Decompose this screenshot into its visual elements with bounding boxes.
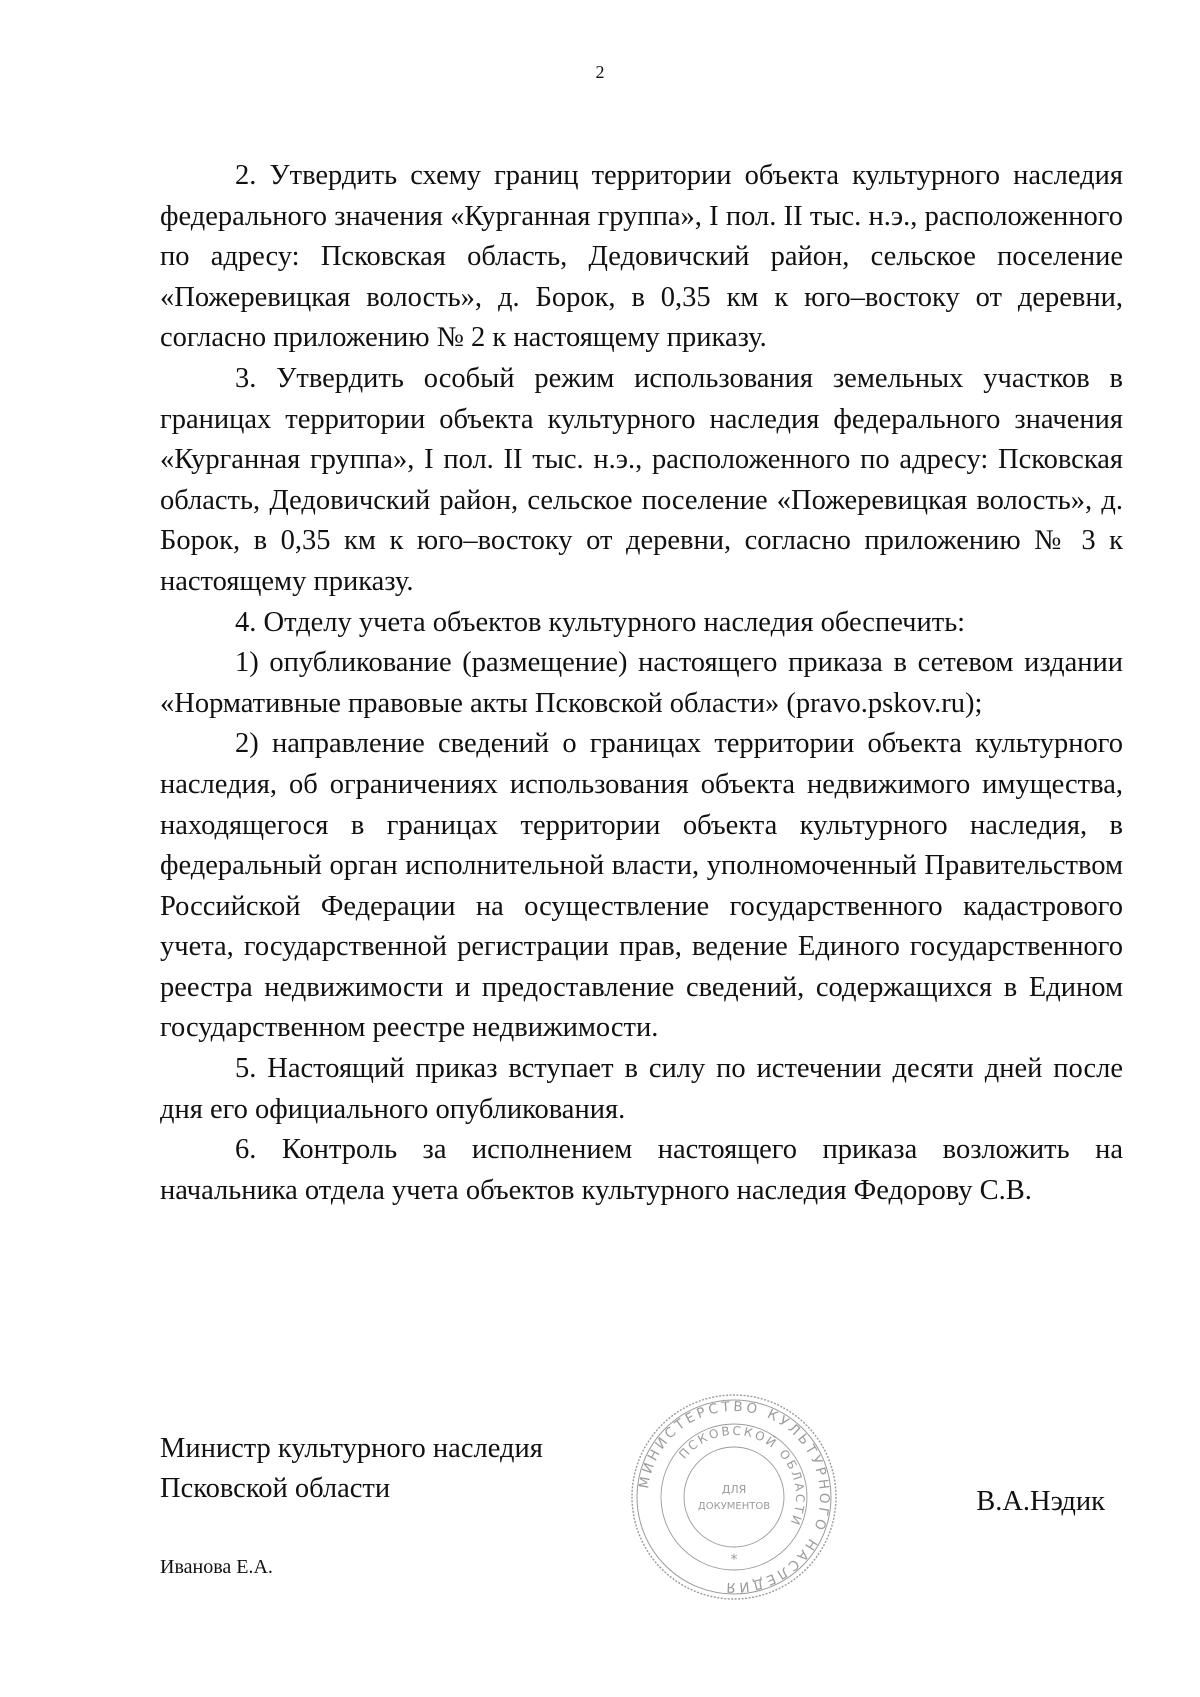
- signatory-name: В.А.Нэдик: [976, 1486, 1105, 1517]
- seal-inner-text: ПСКОВСКОЙ ОБЛАСТИ: [676, 1423, 808, 1529]
- seal-center-line1: ДЛЯ: [721, 1483, 747, 1496]
- signatory-position-line1: Министр культурного наследия: [160, 1433, 543, 1464]
- paragraph-subitem-1: 1) опубликование (размещение) настоящего приказа в сетевом издании «Нормативные правовые акты Псковской области» (pravo.pskov.ru);: [160, 647, 1123, 719]
- order-body: [160, 156, 1123, 1211]
- executor-name: Иванова Е.А.: [160, 1556, 273, 1578]
- paragraph-item-2: 2. Утвердить схему границ территории объекта культурного наследия федерального значения «Курганная группа», I пол. II тыс. н.э., расположенного по адресу: Псковская область, Дедовичский район, сельское поселение «Пожеревицкая волость», д. Борок, в 0,35 км к юго–востоку от деревни, согласно приложению № 2 к настоящему приказу.: [160, 160, 1123, 354]
- seal-outer-text: МИНИСТЕРСТВО КУЛЬТУРНОГО НАСЛЕДИЯ: [636, 1398, 833, 1596]
- seal-stamp-icon: [629, 1392, 839, 1602]
- signatory-position: [160, 1429, 543, 1509]
- page-number: 2: [595, 62, 605, 82]
- official-seal: [629, 1392, 839, 1602]
- paragraph-item-6: 6. Контроль за исполнением настоящего приказа возложить на начальника отдела учета объектов культурного наследия Федорову С.В.: [160, 1134, 1123, 1206]
- paragraph-item-3: 3. Утвердить особый режим использования земельных участков в границах территории объекта культурного наследия федерального значения «Курганная группа», I пол. II тыс. н.э., расположенного по адресу: Псковская область, Дедовичский район, сельское поселение «Пожеревицкая волость», д. Борок, в 0,35 км к юго–востоку от деревни, согласно приложению № 3 к настоящему приказу.: [160, 362, 1123, 597]
- paragraph-item-4: 4. Отделу учета объектов культурного наследия обеспечить:: [235, 606, 966, 638]
- seal-center-line2: ДОКУМЕНТОВ: [697, 1501, 771, 1512]
- seal-star-icon: *: [730, 1552, 738, 1568]
- paragraph-subitem-2: 2) направление сведений о границах территории объекта культурного наследия, об ограничениях использования объекта недвижимого имущества, находящегося в границах территории объекта культурного наследия, в федеральный орган исполнительной власти, уполномоченный Правительством Российской Федерации на осуществление государственного кадастрового учета, государственной регистрации прав, ведение Единого государственного реестра недвижимости и предоставление сведений, содержащихся в Едином государственном реестре недвижимости.: [160, 728, 1123, 1044]
- signatory-position-line2: Псковской области: [160, 1473, 391, 1504]
- paragraph-item-5: 5. Настоящий приказ вступает в силу по истечении десяти дней после дня его официального опубликования.: [160, 1053, 1123, 1125]
